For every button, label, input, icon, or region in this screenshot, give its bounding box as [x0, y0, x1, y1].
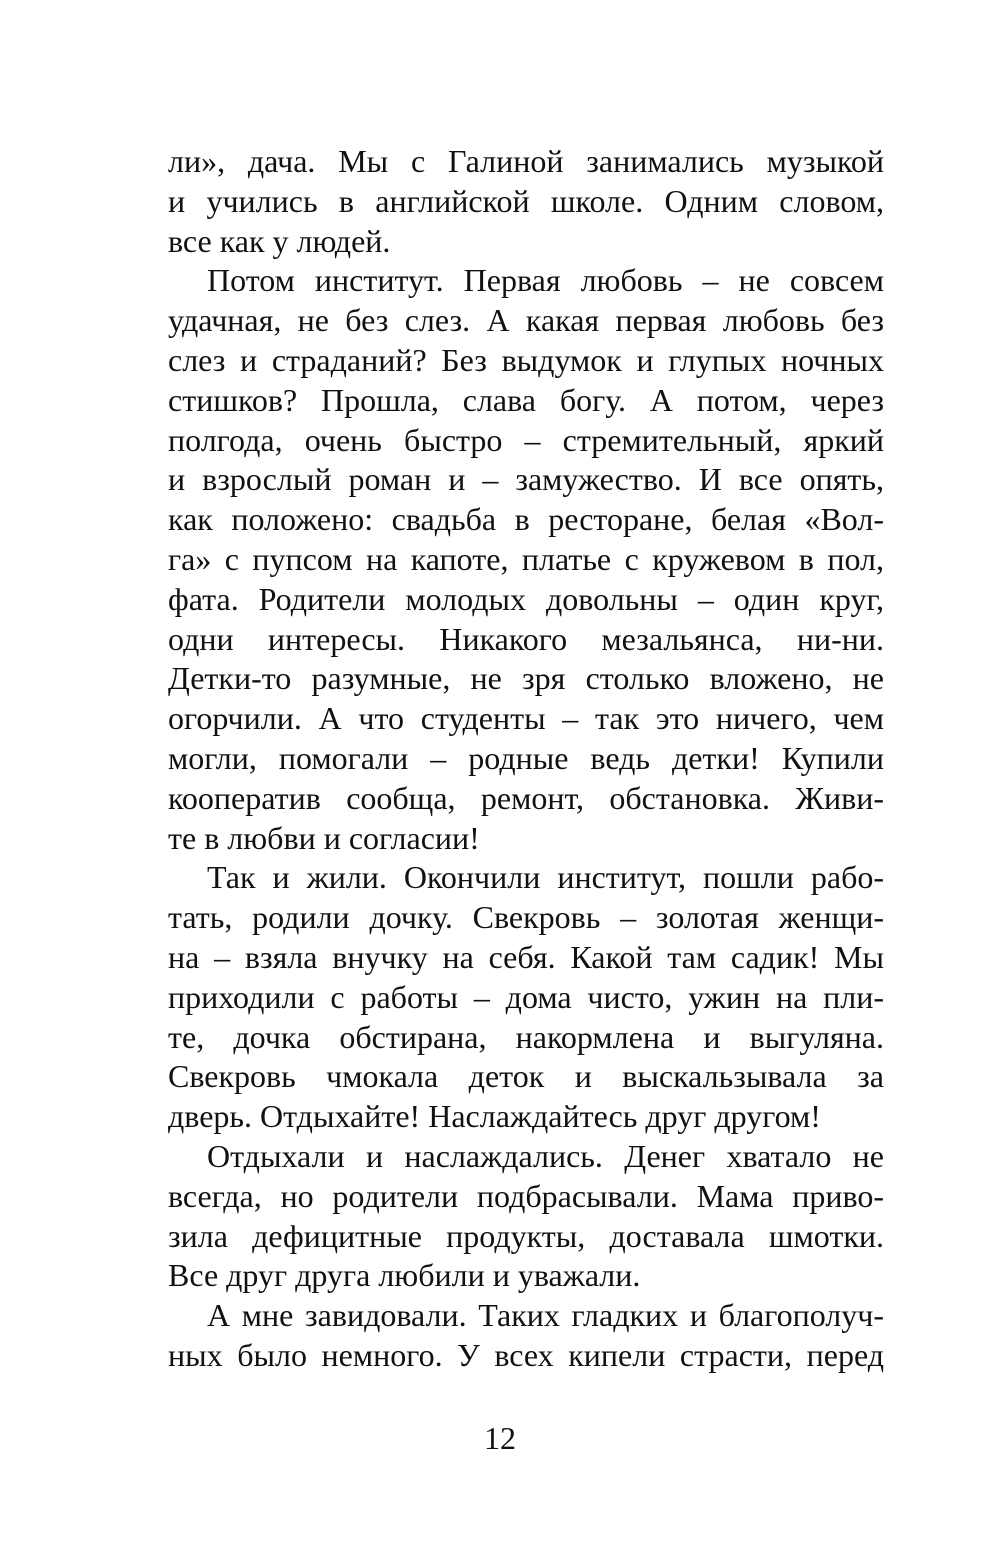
text-line: А мне завидовали. Таких гладких и благополуч-: [207, 1297, 884, 1334]
text-line: приходили с работы – дома чисто, ужин на пли-: [168, 978, 884, 1015]
text-line: как положено: свадьба в ресторане, белая «Вол-: [168, 501, 884, 538]
text-line: удачная, не без слез. А какая первая любовь без: [168, 302, 884, 339]
paragraph: [168, 1137, 884, 1296]
text-line: те в любви и согласии!: [168, 819, 480, 856]
text-line: могли, помогали – родные ведь детки! Купили: [168, 739, 884, 776]
text-line: Свекровь чмокала деток и выскальзывала за: [168, 1058, 884, 1095]
text-line: дверь. Отдыхайте! Наслаждайтесь друг другом!: [168, 1098, 821, 1135]
text-line: те, дочка обстирана, накормлена и выгуляна.: [168, 1018, 884, 1055]
text-line: Все друг друга любили и уважали.: [168, 1257, 641, 1294]
text-line: Потом институт. Первая любовь – не совсем: [207, 262, 884, 299]
text-line: полгода, очень быстро – стремительный, яркий: [168, 421, 884, 458]
text-line: зила дефицитные продукты, доставала шмотки.: [168, 1217, 884, 1254]
text-line: Отдыхали и наслаждались. Денег хватало не: [207, 1137, 884, 1174]
text-line: огорчили. А что студенты – так это ничего, чем: [168, 700, 884, 737]
paragraph: [168, 261, 884, 858]
text-line: кооператив сообща, ремонт, обстановка. Живи-: [168, 779, 884, 816]
text-line: и учились в английской школе. Одним словом,: [168, 182, 884, 219]
paragraph: [168, 142, 884, 261]
text-line: все как у людей.: [168, 222, 391, 259]
text-line: га» с пупсом на капоте, платье с кружевом в пол,: [168, 540, 884, 577]
text-line: слез и страданий? Без выдумок и глупых ночных: [168, 341, 884, 378]
page-text: [168, 142, 884, 1376]
text-line: на – взяла внучку на себя. Какой там садик! Мы: [168, 938, 884, 975]
text-line: тать, родили дочку. Свекровь – золотая женщи-: [168, 899, 884, 936]
text-line: ных было немного. У всех кипели страсти, перед: [168, 1336, 884, 1373]
text-line: одни интересы. Никакого мезальянса, ни-ни.: [168, 620, 884, 657]
text-line: Так и жили. Окончили институт, пошли рабо-: [207, 859, 884, 896]
paragraph: [168, 1296, 884, 1376]
text-line: ли», дача. Мы с Галиной занимались музыкой: [168, 143, 884, 179]
text-line: стишков? Прошла, слава богу. А потом, через: [168, 381, 884, 418]
text-line: фата. Родители молодых довольны – один круг,: [168, 580, 884, 617]
page-number: 12: [484, 1420, 516, 1456]
text-line: и взрослый роман и – замужество. И все опять,: [168, 461, 884, 498]
text-line: всегда, но родители подбрасывали. Мама приво-: [168, 1177, 884, 1214]
text-line: Детки-то разумные, не зря столько вложено, не: [168, 660, 884, 697]
paragraph: [168, 858, 884, 1137]
